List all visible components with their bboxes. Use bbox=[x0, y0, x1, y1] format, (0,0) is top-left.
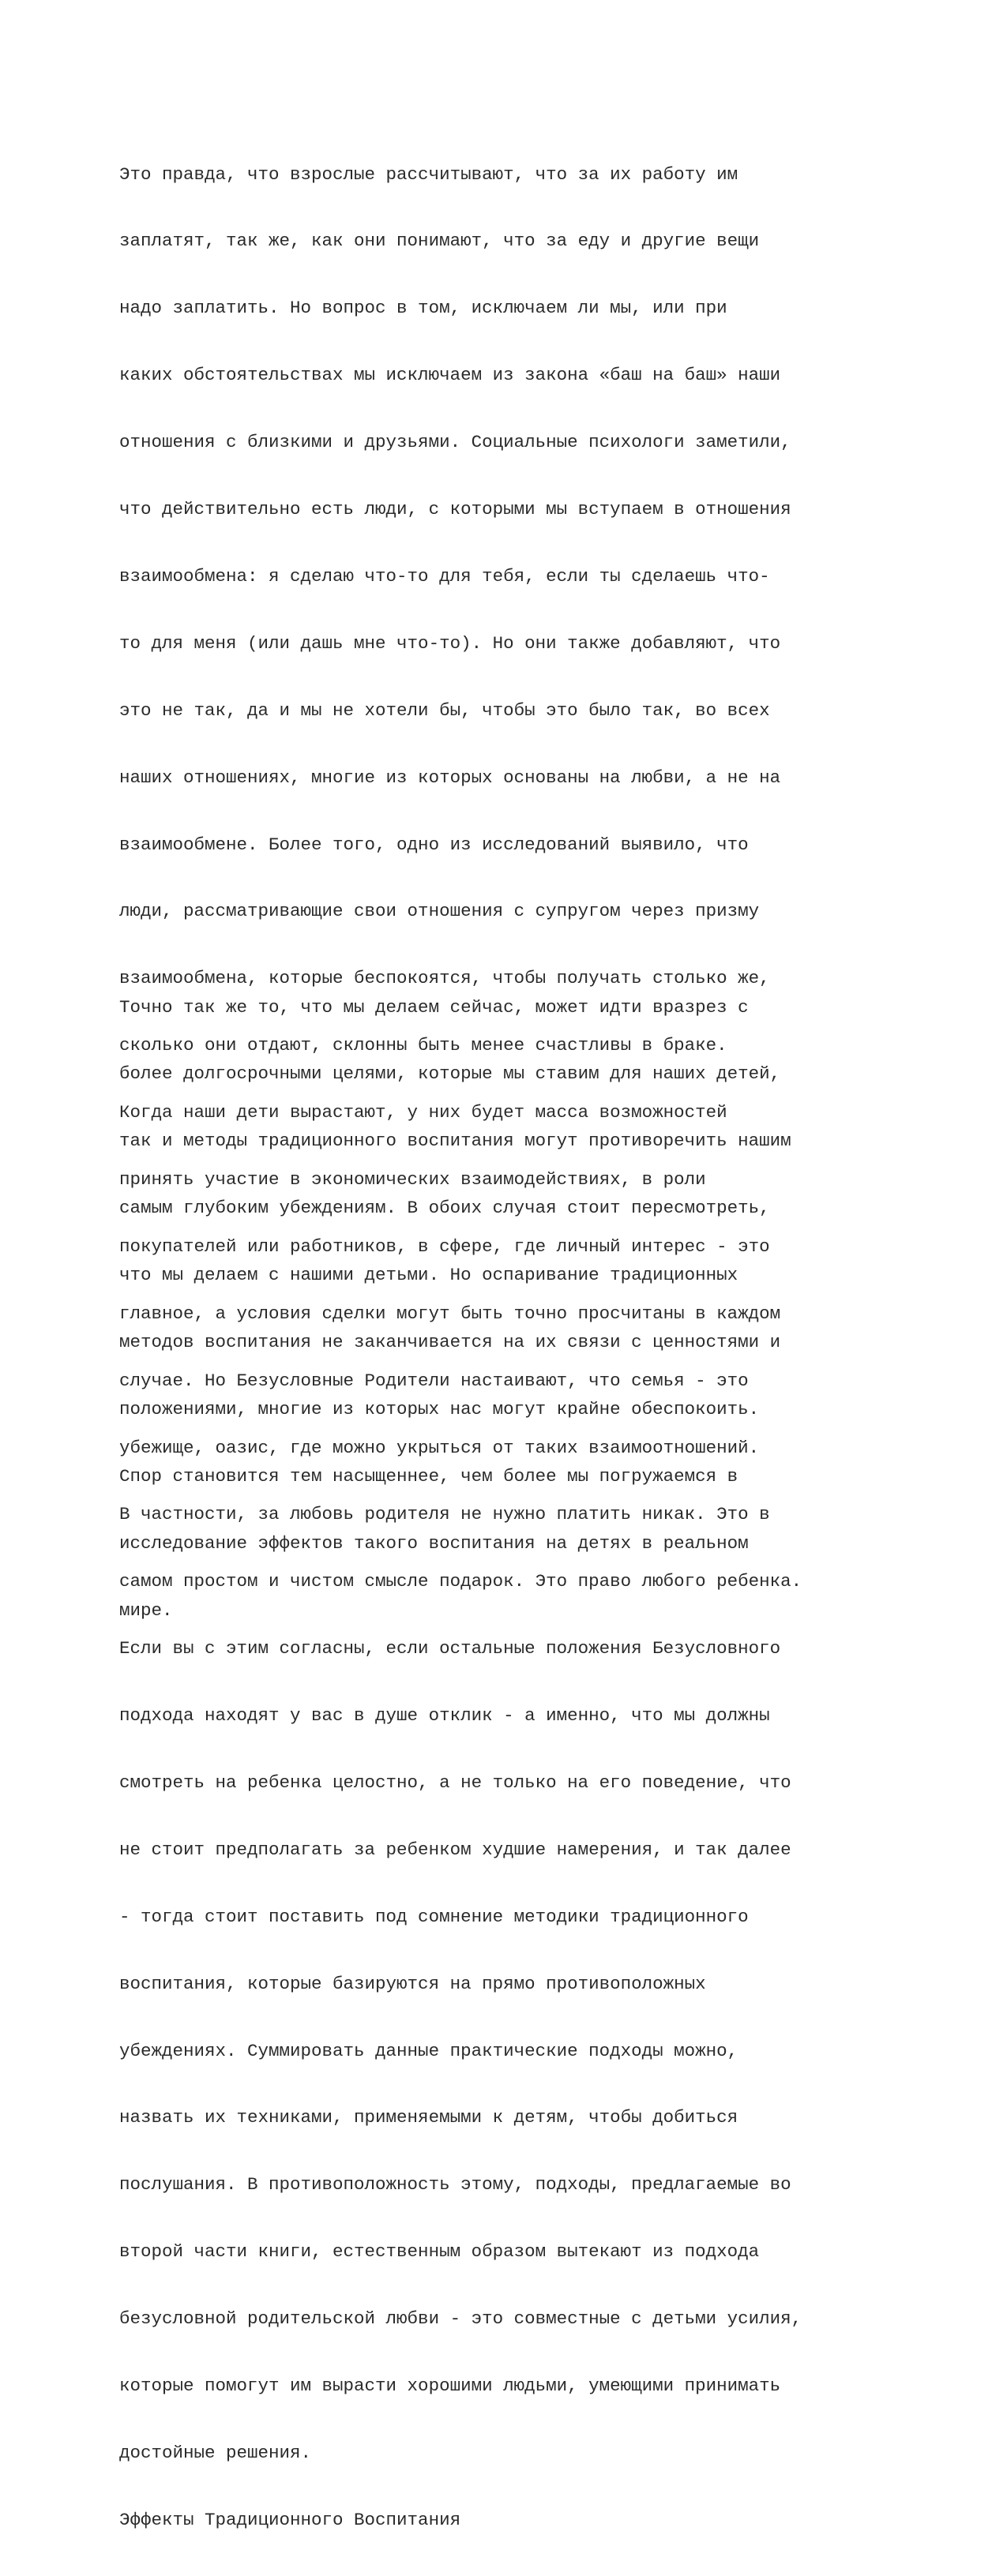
text-line: убеждениях. Суммировать данные практические подходы можно, bbox=[119, 2040, 738, 2061]
text-line: воспитания, которые базируются на прямо противоположных bbox=[119, 1973, 706, 1994]
text-line: Это правда, что взрослые рассчитывают, что за их работу им bbox=[119, 163, 738, 185]
text-line: так и методы традиционного воспитания могут противоречить нашим bbox=[119, 1131, 791, 1152]
text-line: самом простом и чистом смысле подарок. Это право любого ребенка. bbox=[119, 1571, 802, 1592]
section-heading: Эффекты Традиционного Воспитания bbox=[119, 2509, 461, 2530]
text-line: главное, а условия сделки могут быть точно просчитаны в каждом bbox=[119, 1303, 781, 1324]
text-line: убежище, оазис, где можно укрыться от таких взаимоотношений. bbox=[119, 1437, 760, 1458]
text-line: В частности, за любовь родителя не нужно платить никак. Это в bbox=[119, 1504, 770, 1525]
body-text-block-2 bbox=[119, 951, 917, 1667]
text-line: Когда наши дети вырастают, у них будет масса возможностей bbox=[119, 1102, 727, 1123]
text-line: исследование эффектов такого воспитания на детях в реальном bbox=[119, 1532, 749, 1554]
text-line: принять участие в экономических взаимодействиях, в роли bbox=[119, 1168, 706, 1190]
text-line: безусловной родительской любви - это совместные с детьми усилия, bbox=[119, 2308, 802, 2330]
text-line: не стоит предполагать за ребенком худшие намерения, и так далее bbox=[119, 1839, 791, 1860]
text-line: которые помогут им вырасти хорошими людьми, умеющими принимать bbox=[119, 2375, 781, 2396]
text-line: это не так, да и мы не хотели бы, чтобы это было так, во всех bbox=[119, 699, 770, 721]
text-line: сколько они отдают, склонны быть менее счастливы в браке. bbox=[119, 1035, 727, 1056]
text-line: то для меня (или дашь мне что-то). Но они также добавляют, что bbox=[119, 632, 781, 654]
text-line: наших отношениях, многие из которых основаны на любви, а не на bbox=[119, 767, 781, 788]
text-line: взаимообмене. Более того, одно из исследований выявило, что bbox=[119, 834, 749, 855]
text-line: Точно так же то, что мы делаем сейчас, может идти вразрез с bbox=[119, 996, 749, 1018]
text-line: достойные решения. bbox=[119, 2442, 312, 2463]
text-line: подхода находят у вас в душе отклик - а именно, что мы должны bbox=[119, 1705, 770, 1727]
text-line: отношения с близкими и друзьями. Социальные психологи заметили, bbox=[119, 432, 791, 453]
text-line: смотреть на ребенка целостно, а не только на его поведение, что bbox=[119, 1772, 791, 1793]
text-line: люди, рассматривающие свои отношения с супругом через призму bbox=[119, 901, 760, 922]
text-line: покупателей или работников, в сфере, где личный интерес - это bbox=[119, 1236, 770, 1257]
text-line: положениями, многие из которых нас могут крайне обеспокоить. bbox=[119, 1398, 760, 1419]
text-line: Спор становится тем насыщеннее, чем более мы погружаемся в bbox=[119, 1465, 738, 1487]
text-line: что действительно есть люди, с которыми мы вступаем в отношения bbox=[119, 499, 791, 520]
text-line: самым глубоким убеждениям. В обоих случая стоит пересмотреть, bbox=[119, 1198, 770, 1219]
text-line: послушания. В противоположность этому, подходы, предлагаемые во bbox=[119, 2174, 791, 2195]
text-line: каких обстоятельствах мы исключаем из закона «баш на баш» наши bbox=[119, 365, 781, 386]
text-line: случае. Но Безусловные Родители настаивают, что семья - это bbox=[119, 1370, 749, 1391]
text-line: методов воспитания не заканчивается на их связи с ценностями и bbox=[119, 1332, 781, 1353]
text-line: второй части книги, естественным образом вытекают из подхода bbox=[119, 2241, 760, 2263]
text-line: что мы делаем с нашими детьми. Но оспаривание традиционных bbox=[119, 1265, 738, 1286]
text-line: взаимообмена, которые беспокоятся, чтобы получать столько же, bbox=[119, 968, 770, 989]
text-line: - тогда стоит поставить под сомнение методики традиционного bbox=[119, 1906, 749, 1927]
text-line: назвать их техниками, применяемыми к детям, чтобы добиться bbox=[119, 2107, 738, 2128]
text-line: надо заплатить. Но вопрос в том, исключаем ли мы, или при bbox=[119, 298, 727, 319]
text-line: заплатят, так же, как они понимают, что за еду и другие вещи bbox=[119, 231, 760, 252]
text-line: взаимообмена: я сделаю что-то для тебя, если ты сделаешь что- bbox=[119, 565, 770, 587]
text-line: Если вы с этим согласны, если остальные положения Безусловного bbox=[119, 1638, 781, 1659]
text-line: мире. bbox=[119, 1599, 173, 1621]
text-line: более долгосрочными целями, которые мы ставим для наших детей, bbox=[119, 1063, 781, 1085]
